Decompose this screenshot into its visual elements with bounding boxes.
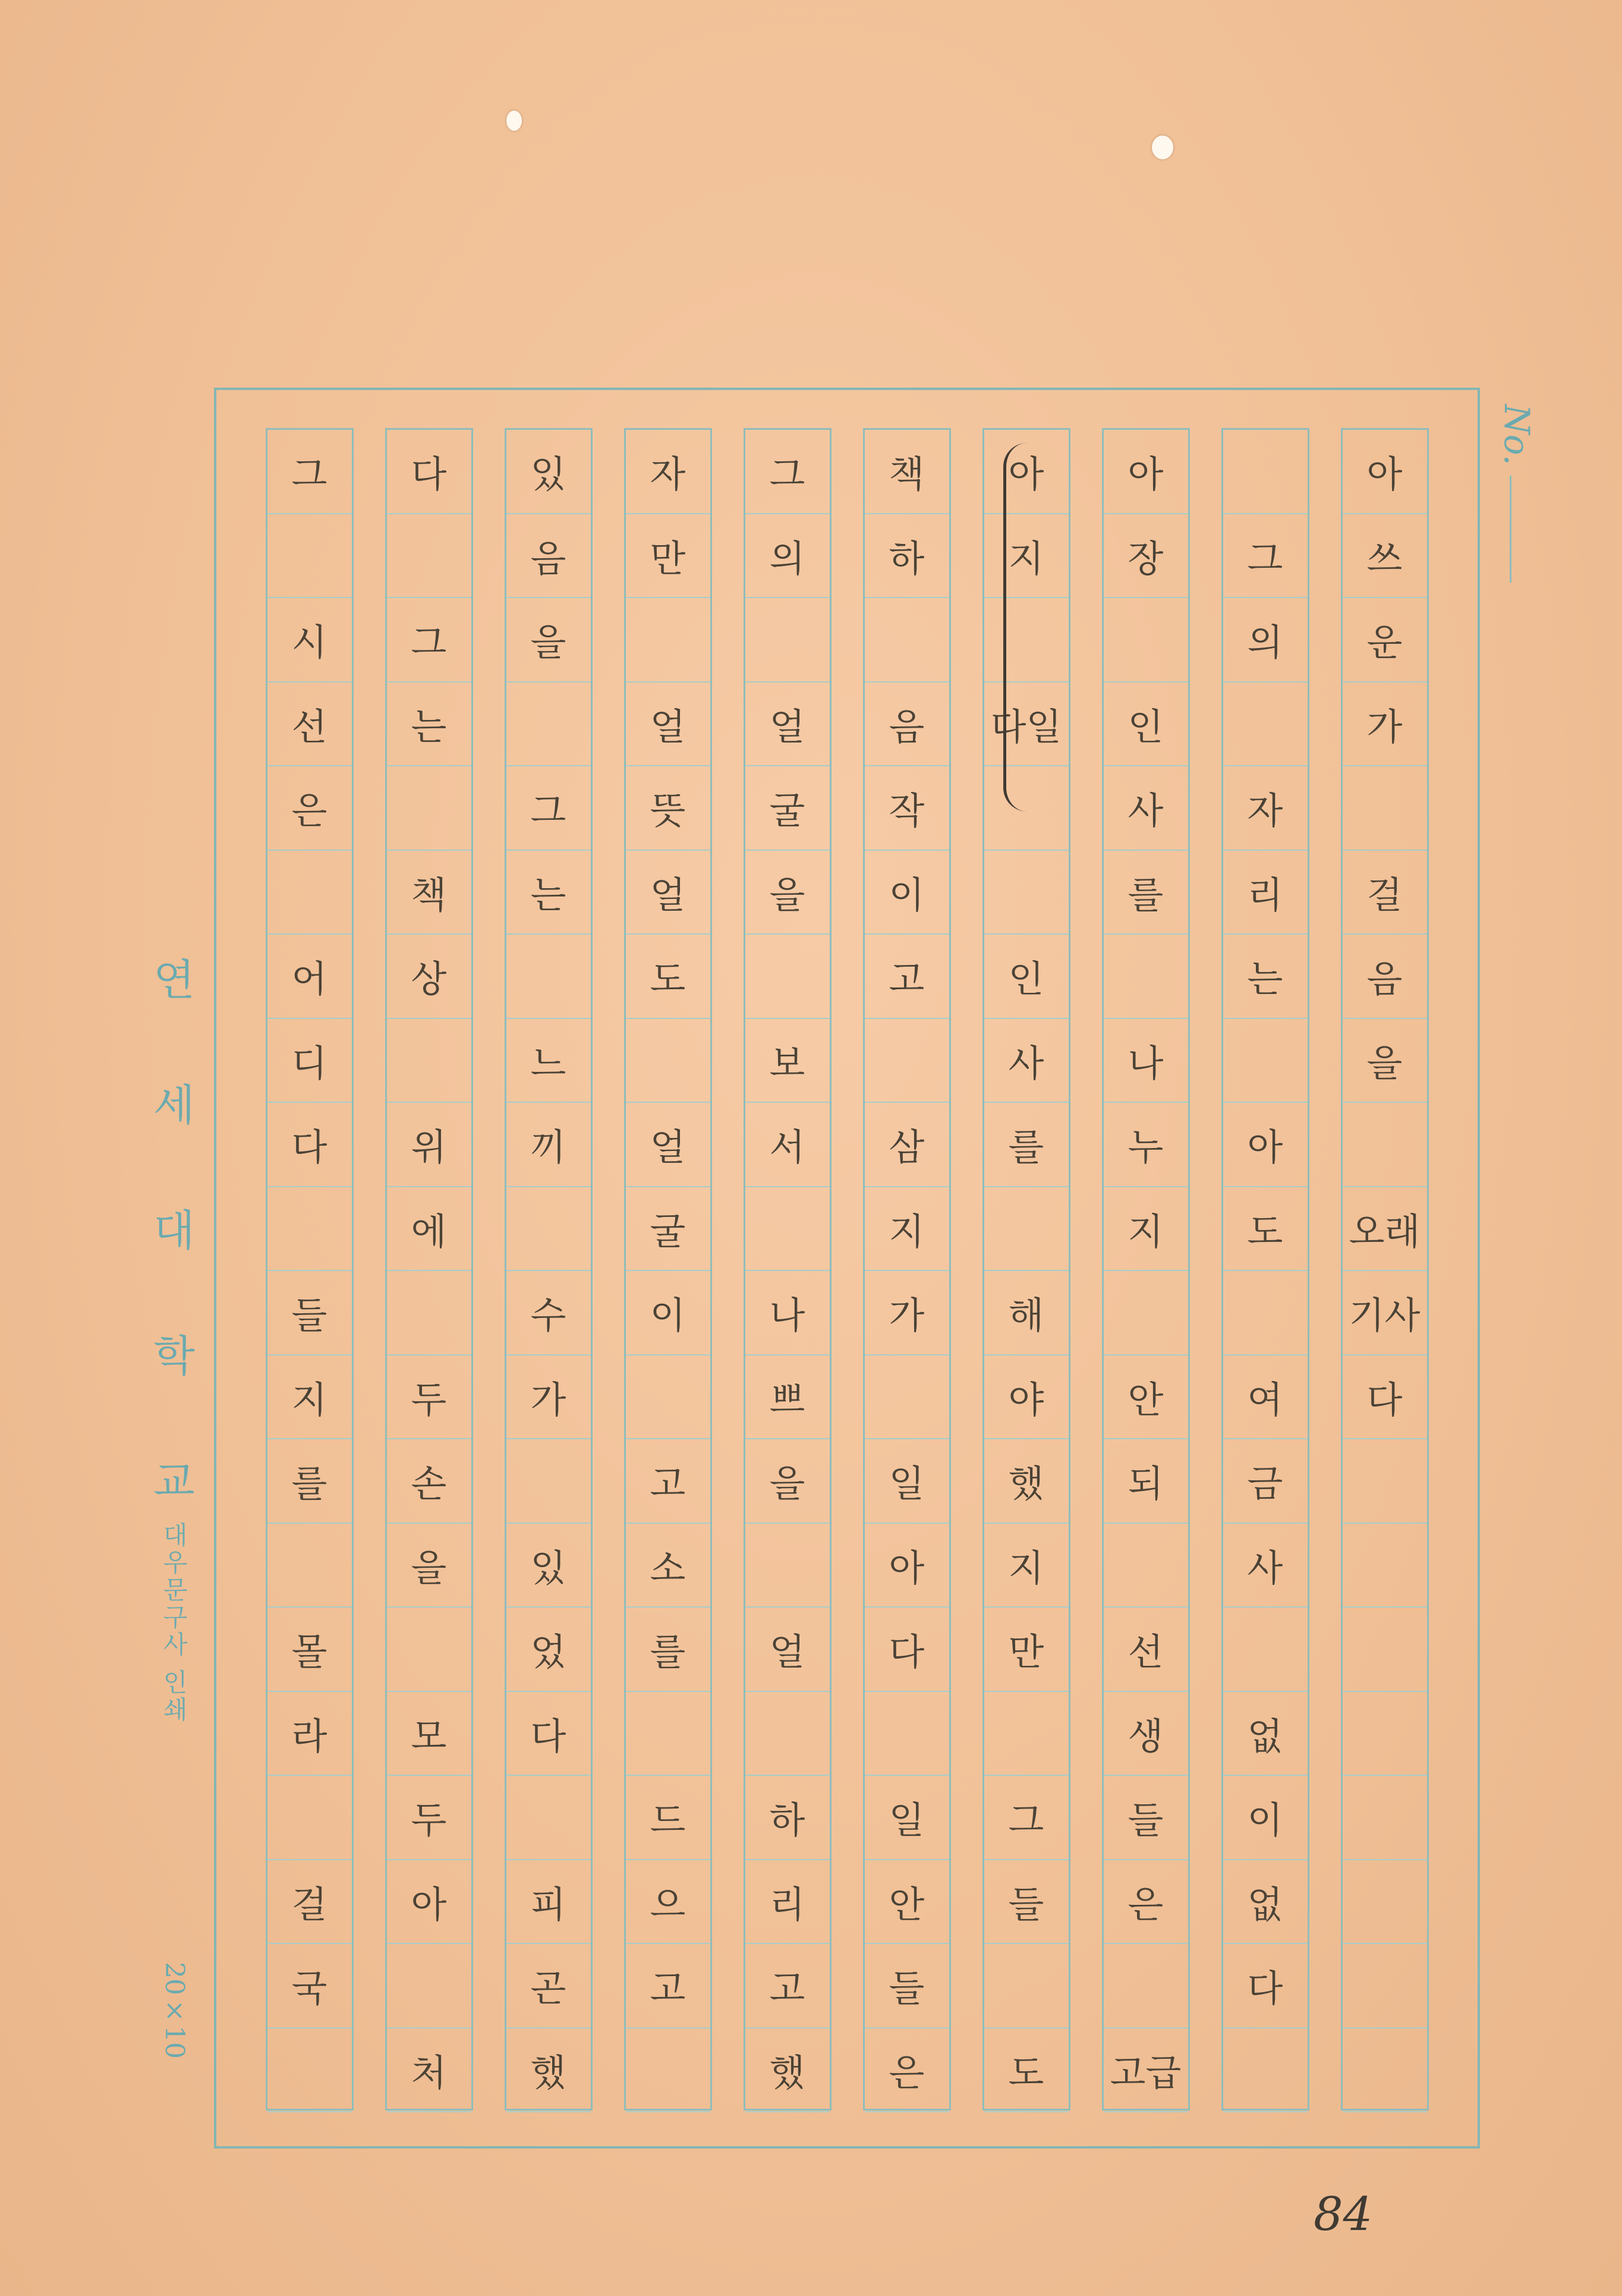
manuscript-cell: 야: [984, 1355, 1069, 1440]
manuscript-cell: [506, 1776, 591, 1860]
manuscript-cell: 안: [1104, 1355, 1188, 1440]
manuscript-cell: 얼: [745, 682, 830, 767]
manuscript-cell: 국: [267, 1944, 352, 2028]
manuscript-cell: 상: [387, 935, 471, 1019]
manuscript-cell: 을: [506, 598, 591, 682]
manuscript-cell: 음: [865, 682, 949, 767]
manuscript-cell: 아: [1104, 430, 1188, 514]
manuscript-cell: 하: [745, 1776, 830, 1860]
manuscript-cell: 끼: [506, 1103, 591, 1187]
manuscript-cell: 를: [267, 1439, 352, 1524]
manuscript-cell: 뜻: [626, 766, 710, 851]
manuscript-cell: [865, 1355, 949, 1440]
manuscript-cell: [626, 1019, 710, 1103]
manuscript-cell: 얼: [626, 1103, 710, 1187]
manuscript-cell: 지: [1104, 1187, 1188, 1272]
manuscript-cell: 고: [626, 1944, 710, 2028]
manuscript-cell: 없: [1223, 1860, 1308, 1945]
manuscript-cell: [506, 1439, 591, 1524]
manuscript-cell: [1343, 1103, 1427, 1187]
manuscript-cell: 몰: [267, 1608, 352, 1692]
manuscript-cell: 굴: [626, 1187, 710, 1272]
manuscript-cell: 어: [267, 935, 352, 1019]
manuscript-cell: [745, 1524, 830, 1608]
manuscript-cell: 삼: [865, 1103, 949, 1187]
manuscript-cell: [387, 1019, 471, 1103]
manuscript-cell: 에: [387, 1187, 471, 1272]
manuscript-cell: [745, 1692, 830, 1776]
manuscript-cell: 안: [865, 1860, 949, 1945]
manuscript-cell: 사: [1104, 766, 1188, 851]
manuscript-cell: [267, 1187, 352, 1272]
manuscript-cell: [267, 851, 352, 935]
manuscript-cell: 얼: [626, 682, 710, 767]
manuscript-cell: [984, 1187, 1069, 1272]
manuscript-cell: [1343, 1524, 1427, 1608]
manuscript-cell: 운: [1343, 598, 1427, 682]
manuscript-cell: 음: [506, 514, 591, 599]
manuscript-cell: [745, 935, 830, 1019]
manuscript-cell: 들: [1104, 1776, 1188, 1860]
punch-hole: [506, 111, 522, 131]
manuscript-cell: 했: [745, 2028, 830, 2113]
manuscript-cell: [626, 1355, 710, 1440]
manuscript-cell: 도: [626, 935, 710, 1019]
manuscript-cell: 그: [267, 430, 352, 514]
manuscript-cell: [745, 598, 830, 682]
manuscript-cell: [1343, 1692, 1427, 1776]
manuscript-cell: [865, 1019, 949, 1103]
manuscript-cell: [1223, 2028, 1308, 2113]
manuscript-cell: 인: [984, 935, 1069, 1019]
manuscript-cell: [1343, 2028, 1427, 2113]
manuscript-cell: 는: [387, 682, 471, 767]
manuscript-cell: [984, 1944, 1069, 2028]
manuscript-cell: 보: [745, 1019, 830, 1103]
manuscript-cell: 두: [387, 1355, 471, 1440]
manuscript-column: [744, 428, 832, 2111]
manuscript-cell: 쁘: [745, 1355, 830, 1440]
manuscript-cell: 그: [1223, 514, 1308, 599]
manuscript-cell: 다: [267, 1103, 352, 1187]
manuscript-cell: [267, 1524, 352, 1608]
manuscript-cell: 의: [745, 514, 830, 599]
printer-imprint: 대우문구사 인쇄: [159, 1522, 188, 1724]
manuscript-cell: 를: [1104, 851, 1188, 935]
manuscript-cell: 걸: [1343, 851, 1427, 935]
manuscript-column: [1221, 428, 1309, 2111]
manuscript-cell: [865, 1692, 949, 1776]
manuscript-cell: 생: [1104, 1692, 1188, 1776]
manuscript-cell: 다: [1223, 1944, 1308, 2028]
manuscript-cell: 들: [984, 1860, 1069, 1945]
manuscript-cell: 이: [626, 1271, 710, 1355]
manuscript-cell: [745, 1187, 830, 1272]
manuscript-cell: 손: [387, 1439, 471, 1524]
page-number: 84: [1314, 2188, 1373, 2241]
manuscript-cell: [1343, 1608, 1427, 1692]
manuscript-cell: 모: [387, 1692, 471, 1776]
manuscript-cell: 으: [626, 1860, 710, 1945]
manuscript-cell: 선: [267, 682, 352, 767]
manuscript-cell: 했: [984, 1439, 1069, 1524]
manuscript-cell: 는: [1223, 935, 1308, 1019]
manuscript-cell: 얼: [626, 851, 710, 935]
manuscript-cell: [267, 514, 352, 599]
manuscript-cell: [506, 1187, 591, 1272]
manuscript-cell: [984, 1692, 1069, 1776]
manuscript-cell: [1343, 1439, 1427, 1524]
manuscript-cell: 그: [984, 1776, 1069, 1860]
manuscript-cell: 가: [865, 1271, 949, 1355]
manuscript-cell: [1343, 1944, 1427, 2028]
manuscript-cell: 있: [506, 430, 591, 514]
manuscript-cell: 리: [1223, 851, 1308, 935]
manuscript-cell: [1223, 1271, 1308, 1355]
manuscript-cell: 누: [1104, 1103, 1188, 1187]
manuscript-cell: [1104, 1271, 1188, 1355]
manuscript-cell: 소: [626, 1524, 710, 1608]
manuscript-cell: [1104, 1944, 1188, 2028]
manuscript-cell: 은: [267, 766, 352, 851]
manuscript-cell: 드: [626, 1776, 710, 1860]
manuscript-cell: [1343, 1776, 1427, 1860]
manuscript-cell: 라: [267, 1692, 352, 1776]
manuscript-cell: 일: [865, 1776, 949, 1860]
manuscript-cell: 의: [1223, 598, 1308, 682]
manuscript-cell: 만: [626, 514, 710, 599]
manuscript-column: [505, 428, 593, 2111]
handwritten-bracket-mark: [1003, 443, 1042, 812]
manuscript-cell: [1104, 1524, 1188, 1608]
manuscript-cell: 걸: [267, 1860, 352, 1945]
manuscript-cell: 책: [387, 851, 471, 935]
manuscript-cell: [387, 1271, 471, 1355]
manuscript-cell: [387, 514, 471, 599]
manuscript-cell: 은: [865, 2028, 949, 2113]
manuscript-cell: 자: [626, 430, 710, 514]
manuscript-cell: [1104, 598, 1188, 682]
sheet-number-label: [1491, 404, 1544, 595]
manuscript-cell: 쓰: [1343, 514, 1427, 599]
manuscript-cell: 굴: [745, 766, 830, 851]
manuscript-cell: 아: [1223, 1103, 1308, 1187]
manuscript-cell: 가: [506, 1355, 591, 1440]
manuscript-cell: [506, 682, 591, 767]
manuscript-cell: [506, 935, 591, 1019]
manuscript-cell: [1104, 935, 1188, 1019]
no-underline: [1510, 476, 1511, 583]
manuscript-cell: 었: [506, 1608, 591, 1692]
manuscript-cell: 들: [267, 1271, 352, 1355]
manuscript-cell: 위: [387, 1103, 471, 1187]
manuscript-cell: [387, 1608, 471, 1692]
manuscript-cell: 작: [865, 766, 949, 851]
manuscript-cell: 이: [1223, 1776, 1308, 1860]
manuscript-cell: 리: [745, 1860, 830, 1945]
manuscript-cell: [1343, 1860, 1427, 1945]
punch-hole: [1152, 136, 1173, 159]
manuscript-cell: 다일: [984, 682, 1069, 767]
manuscript-cell: 지: [984, 1524, 1069, 1608]
manuscript-cell: [1343, 766, 1427, 851]
manuscript-cell: 해: [984, 1271, 1069, 1355]
manuscript-cell: 다: [1343, 1355, 1427, 1440]
manuscript-cell: [626, 2028, 710, 2113]
manuscript-cell: 되: [1104, 1439, 1188, 1524]
manuscript-cell: 기사: [1343, 1271, 1427, 1355]
manuscript-cell: 수: [506, 1271, 591, 1355]
manuscript-cell: 나: [745, 1271, 830, 1355]
manuscript-cell: [1223, 1608, 1308, 1692]
manuscript-cell: 인: [1104, 682, 1188, 767]
manuscript-cell: [387, 766, 471, 851]
manuscript-cell: 일: [865, 1439, 949, 1524]
manuscript-cell: 디: [267, 1019, 352, 1103]
manuscript-column: [863, 428, 951, 2111]
manuscript-cell: 사: [984, 1019, 1069, 1103]
manuscript-cell: [1223, 430, 1308, 514]
manuscript-cell: 없: [1223, 1692, 1308, 1776]
manuscript-cell: 처: [387, 2028, 471, 2113]
manuscript-cell: [626, 598, 710, 682]
manuscript-cell: 선: [1104, 1608, 1188, 1692]
manuscript-cell: 자: [1223, 766, 1308, 851]
manuscript-cell: 얼: [745, 1608, 830, 1692]
manuscript-cell: 들: [865, 1944, 949, 2028]
manuscript-cell: 고: [745, 1944, 830, 2028]
manuscript-cell: 아: [1343, 430, 1427, 514]
manuscript-cell: 장: [1104, 514, 1188, 599]
manuscript-cell: 그: [387, 598, 471, 682]
manuscript-cell: 여: [1223, 1355, 1308, 1440]
manuscript-cell: 도: [984, 2028, 1069, 2113]
manuscript-cell: 오래: [1343, 1187, 1427, 1272]
manuscript-cell: 을: [387, 1524, 471, 1608]
manuscript-column: [385, 428, 473, 2111]
manuscript-grid: [250, 428, 1444, 2111]
manuscript-column: [1102, 428, 1190, 2111]
manuscript-column: [266, 428, 354, 2111]
manuscript-cell: [267, 1776, 352, 1860]
manuscript-cell: 아: [984, 430, 1069, 514]
manuscript-cell: 서: [745, 1103, 830, 1187]
manuscript-cell: 시: [267, 598, 352, 682]
manuscript-cell: 지: [267, 1355, 352, 1440]
manuscript-cell: 를: [984, 1103, 1069, 1187]
manuscript-cell: 그: [506, 766, 591, 851]
manuscript-cell: 그: [745, 430, 830, 514]
manuscript-cell: 을: [745, 851, 830, 935]
manuscript-cell: 했: [506, 2028, 591, 2113]
manuscript-cell: [1223, 1019, 1308, 1103]
manuscript-cell: 하: [865, 514, 949, 599]
manuscript-cell: 만: [984, 1608, 1069, 1692]
manuscript-cell: 음: [1343, 935, 1427, 1019]
manuscript-cell: 지: [865, 1187, 949, 1272]
manuscript-cell: 두: [387, 1776, 471, 1860]
manuscript-cell: 아: [865, 1524, 949, 1608]
no-label-text: No.: [1497, 404, 1537, 466]
manuscript-cell: 곤: [506, 1944, 591, 2028]
manuscript-cell: 느: [506, 1019, 591, 1103]
manuscript-cell: [387, 1944, 471, 2028]
manuscript-cell: 있: [506, 1524, 591, 1608]
manuscript-cell: 나: [1104, 1019, 1188, 1103]
manuscript-cell: [267, 2028, 352, 2113]
manuscript-cell: 책: [865, 430, 949, 514]
manuscript-cell: 다: [387, 430, 471, 514]
manuscript-column: [624, 428, 712, 2111]
manuscript-cell: 피: [506, 1860, 591, 1945]
grid-size-label: 20×10: [159, 1962, 190, 2059]
manuscript-cell: 가: [1343, 682, 1427, 767]
manuscript-cell: 다: [506, 1692, 591, 1776]
manuscript-cell: 를: [626, 1608, 710, 1692]
manuscript-cell: [626, 1692, 710, 1776]
manuscript-cell: 을: [1343, 1019, 1427, 1103]
manuscript-cell: 도: [1223, 1187, 1308, 1272]
manuscript-cell: 고: [865, 935, 949, 1019]
manuscript-cell: 금: [1223, 1439, 1308, 1524]
manuscript-cell: 다: [865, 1608, 949, 1692]
manuscript-cell: [984, 851, 1069, 935]
manuscript-cell: [1223, 682, 1308, 767]
manuscript-cell: 고: [626, 1439, 710, 1524]
manuscript-cell: [865, 598, 949, 682]
manuscript-cell: 는: [506, 851, 591, 935]
manuscript-cell: 아: [387, 1860, 471, 1945]
manuscript-column: [1341, 428, 1429, 2111]
manuscript-cell: 이: [865, 851, 949, 935]
manuscript-cell: 사: [1223, 1524, 1308, 1608]
manuscript-cell: 지: [984, 514, 1069, 599]
manuscript-cell: 은: [1104, 1860, 1188, 1945]
publisher-imprint: 연 세 대 학 교: [146, 957, 196, 1536]
manuscript-cell: 을: [745, 1439, 830, 1524]
manuscript-cell: 고급: [1104, 2028, 1188, 2113]
